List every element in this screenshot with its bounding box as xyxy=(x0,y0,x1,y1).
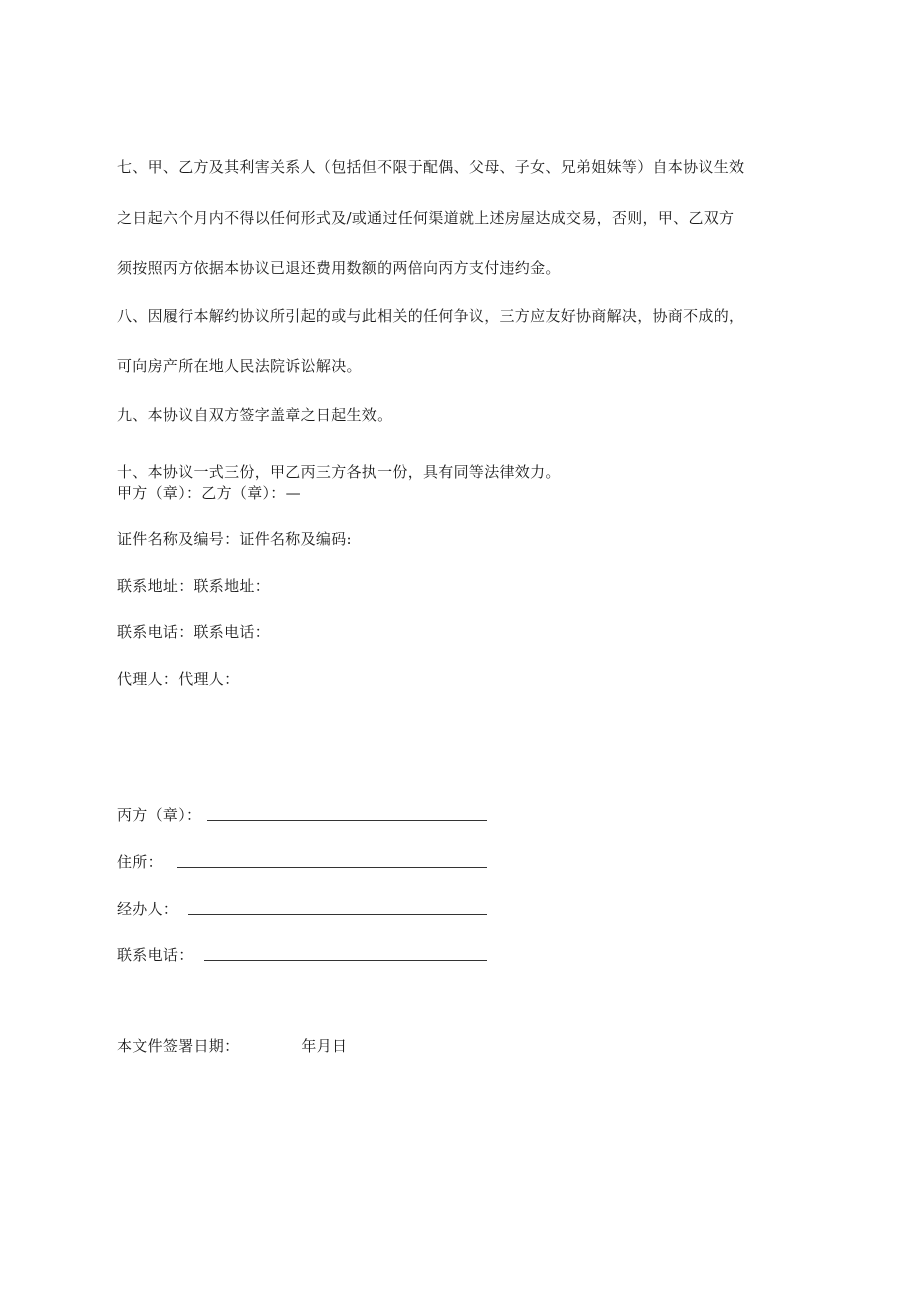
clause-8-line-2: 可向房产所在地人民法院诉讼解决。 xyxy=(117,357,362,375)
party-ab-phone-line: 联系电话：联系电话： xyxy=(117,623,271,641)
party-c-stamp-label: 丙方（章）： xyxy=(117,806,202,824)
clause-8-line-1: 八、因履行本解约协议所引起的或与此相关的任何争议，三方应友好协商解决，协商不成的， xyxy=(117,307,745,325)
party-c-residence-blank xyxy=(177,866,487,868)
party-ab-address-line: 联系地址：联系地址： xyxy=(117,577,271,595)
signing-date-label: 本文件签署日期： xyxy=(117,1037,240,1055)
party-c-stamp-row xyxy=(117,803,487,825)
clause-7-line-1: 七、甲、乙方及其利害关系人（包括但不限于配偶、父母、子女、兄弟姐妹等）自本协议生效 xyxy=(117,158,745,176)
clause-10-line-1: 十、本协议一式三份，甲乙丙三方各执一份，具有同等法律效力。 xyxy=(117,463,561,481)
party-c-handler-row xyxy=(117,897,487,919)
party-ab-agent-line: 代理人：代理人： xyxy=(117,670,240,688)
signing-date-row xyxy=(117,1036,347,1056)
party-c-residence-row xyxy=(117,850,487,872)
party-c-residence-label: 住所： xyxy=(117,853,163,871)
party-c-handler-blank xyxy=(188,913,487,915)
party-ab-id-line: 证件名称及编号：证件名称及编码: xyxy=(117,530,352,548)
party-c-phone-blank xyxy=(204,959,487,961)
party-ab-stamp-line: 甲方（章）：乙方（章）：— xyxy=(117,484,301,502)
clause-9-line-1: 九、本协议自双方签字盖章之日起生效。 xyxy=(117,406,393,424)
clause-7-line-2: 之日起六个月内不得以任何形式及/或通过任何渠道就上述房屋达成交易，否则，甲、乙双方 xyxy=(117,209,735,227)
party-c-handler-label: 经办人： xyxy=(117,900,179,918)
clause-7-line-3: 须按照丙方依据本协议已退还费用数额的两倍向丙方支付违约金。 xyxy=(117,259,561,277)
party-c-phone-row xyxy=(117,943,487,965)
party-c-phone-label: 联系电话： xyxy=(117,946,194,964)
signing-date-value: 年月日 xyxy=(301,1037,348,1055)
party-c-stamp-blank xyxy=(207,819,487,821)
